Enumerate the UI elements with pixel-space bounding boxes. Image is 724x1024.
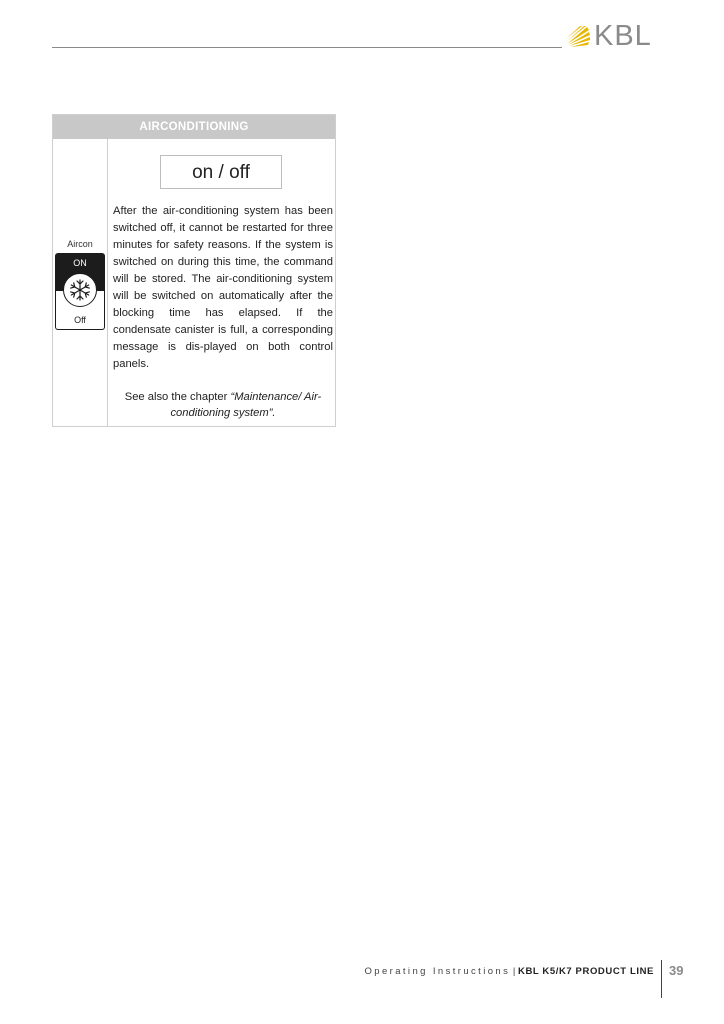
sun-icon <box>565 24 591 48</box>
footer-separator: | <box>510 966 518 977</box>
switch-on-label: ON <box>73 258 87 268</box>
aircon-label: Aircon <box>67 239 93 249</box>
snowflake-knob <box>63 273 97 307</box>
see-also-note <box>113 389 333 421</box>
page-footer <box>364 966 654 977</box>
footer-product-line: KBL K5/K7 PRODUCT LINE <box>517 966 654 977</box>
kbl-logo <box>565 19 652 52</box>
aircon-switch <box>55 253 105 329</box>
on-off-command: on / off <box>160 155 282 189</box>
switch-off-label: Off <box>74 315 86 325</box>
logo-text: KBL <box>594 19 652 52</box>
text-column <box>108 139 335 426</box>
see-also-prefix: See also the chapter <box>124 391 231 403</box>
panel-body <box>53 139 335 426</box>
description-text: After the air-conditioning system has been switched off, it cannot be restarted for three minutes for safety reasons. If the system is switched on during this time, the command will be stored. The air-conditioning system will be switched on automatically after the blocking time has elapsed. If the condensate canister is full, a corresponding message is dis-played on both control panels. <box>113 205 333 370</box>
header-rule <box>52 47 562 48</box>
see-also-reference: “Maintenance/ Air-conditioning system”. <box>170 391 322 419</box>
aircon-panel <box>52 114 336 427</box>
footer-doc-title: Operating Instructions <box>364 966 511 977</box>
footer-rule <box>661 960 662 998</box>
control-column <box>53 139 108 426</box>
page-number: 39 <box>669 963 684 978</box>
panel-title: AIRCONDITIONING <box>53 115 335 139</box>
snowflake-icon <box>68 278 92 302</box>
